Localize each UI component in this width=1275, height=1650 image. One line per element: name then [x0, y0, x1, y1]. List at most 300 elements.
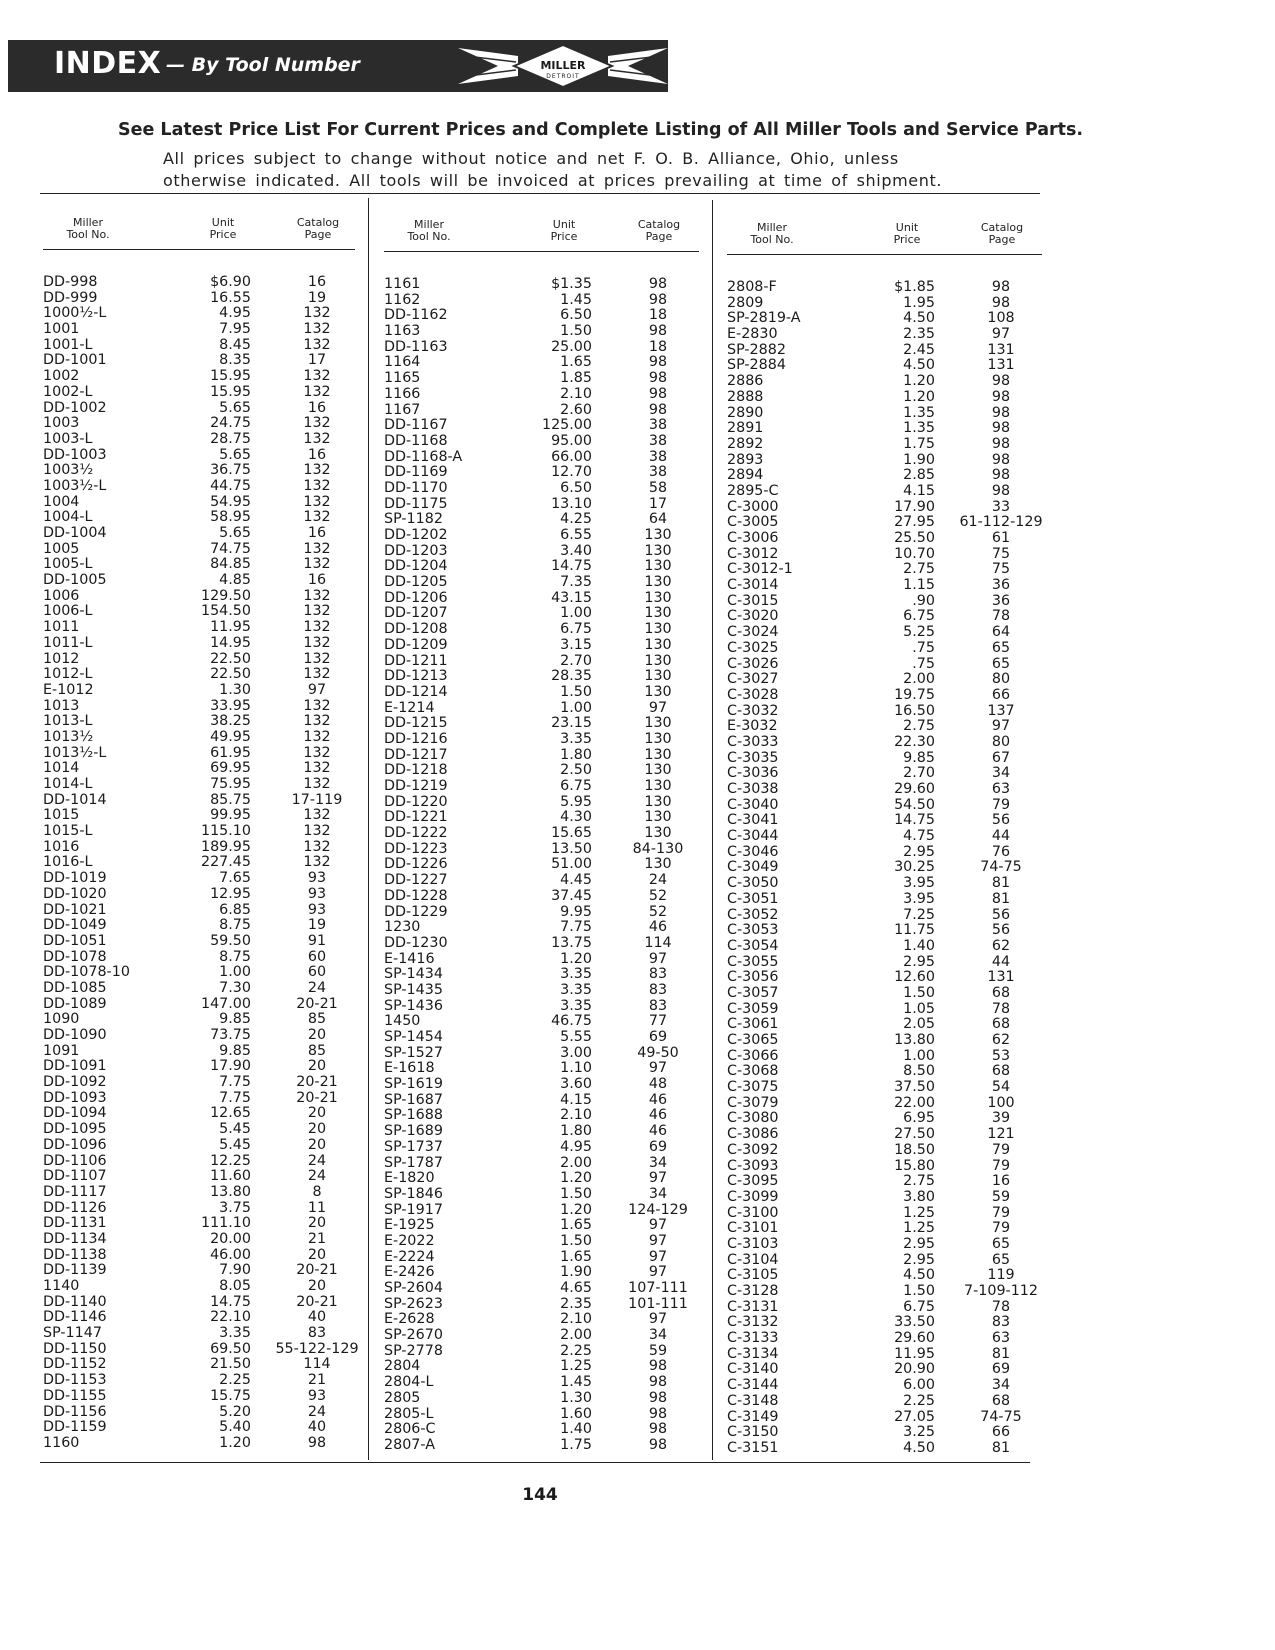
catalog-page: 121 — [987, 1126, 1015, 1143]
tool-number: DD-1106 — [43, 1152, 107, 1169]
catalog-page: 130 — [644, 605, 672, 622]
table-row — [384, 1344, 714, 1360]
table-row — [727, 1111, 1057, 1127]
table-row — [727, 1221, 1057, 1237]
table-row — [384, 763, 714, 779]
unit-price: 2.75 — [903, 561, 935, 578]
tool-number: C-3105 — [727, 1267, 779, 1284]
unit-price: 14.75 — [894, 812, 935, 829]
tool-number: DD-1139 — [43, 1262, 107, 1279]
catalog-page: 101-111 — [628, 1295, 688, 1312]
table-row — [384, 497, 714, 513]
tool-number: DD-1003 — [43, 446, 107, 463]
table-row — [727, 531, 1057, 547]
tool-number: C-3049 — [727, 859, 779, 876]
tool-number: DD-1019 — [43, 870, 107, 887]
catalog-page: 85 — [307, 1011, 327, 1028]
catalog-page: 130 — [644, 683, 672, 700]
table-row — [384, 1250, 714, 1266]
unit-price: 1.25 — [903, 1220, 935, 1237]
unit-price: 9.85 — [219, 1011, 251, 1028]
catalog-page: 53 — [991, 1047, 1011, 1064]
unit-price: 6.75 — [560, 621, 592, 638]
tool-number: 1001 — [43, 321, 80, 338]
tool-number: 2806-C — [384, 1421, 436, 1438]
tool-number: 2892 — [727, 435, 764, 452]
catalog-page: 98 — [991, 435, 1011, 452]
header-tool-no-line1: Miller — [757, 221, 787, 234]
table-row — [727, 1033, 1057, 1049]
unit-price: 4.15 — [560, 1091, 592, 1108]
tool-number: 1014 — [43, 760, 80, 777]
unit-price: 1.85 — [560, 370, 592, 387]
table-row — [727, 296, 1057, 312]
catalog-page: 52 — [648, 903, 668, 920]
tool-number: C-3027 — [727, 671, 779, 688]
catalog-page: 132 — [303, 493, 331, 510]
tool-number: C-3051 — [727, 890, 779, 907]
tool-number: DD-1078-10 — [43, 964, 130, 981]
catalog-page: 98 — [991, 279, 1011, 295]
table-row — [43, 416, 373, 432]
unit-price: 25.00 — [551, 338, 592, 355]
page-number: 144 — [522, 1485, 558, 1505]
header-price-line1: Unit — [895, 221, 919, 234]
unit-price: 43.15 — [551, 589, 592, 606]
unit-price: 14.75 — [551, 558, 592, 575]
unit-price: 13.75 — [551, 934, 592, 951]
unit-price: 1.65 — [560, 354, 592, 371]
unit-price: 6.95 — [903, 1110, 935, 1127]
table-row — [727, 1347, 1057, 1363]
unit-price: 7.75 — [560, 919, 592, 936]
unit-price: 1.45 — [560, 291, 592, 308]
unit-price: 7.90 — [219, 1262, 251, 1279]
catalog-page: 97 — [991, 326, 1011, 343]
catalog-page: 61 — [991, 530, 1011, 546]
tool-number: DD-1218 — [384, 762, 448, 779]
unit-price: 14.95 — [210, 634, 251, 651]
tool-number: C-3079 — [727, 1094, 779, 1111]
top-rule — [40, 193, 1040, 194]
unit-price: 3.35 — [560, 730, 592, 747]
tool-number: SP-1787 — [384, 1154, 443, 1171]
header-catalog-page — [967, 222, 1037, 246]
tool-number: C-3006 — [727, 530, 779, 546]
tool-number: 2807-A — [384, 1436, 436, 1453]
tool-number: C-3061 — [727, 1016, 779, 1033]
table-row — [727, 1159, 1057, 1175]
catalog-page: 16 — [307, 399, 327, 416]
unit-price: 1.20 — [903, 388, 935, 405]
catalog-page: 98 — [648, 291, 668, 308]
tool-number: E-2830 — [727, 326, 778, 343]
unit-price: 22.50 — [210, 666, 251, 683]
unit-price: 2.10 — [560, 1107, 592, 1124]
unit-price: 3.00 — [560, 1044, 592, 1061]
catalog-page: 93 — [307, 885, 327, 902]
tool-number: DD-1138 — [43, 1246, 107, 1263]
tool-number: 1016-L — [43, 854, 93, 871]
catalog-page: 131 — [987, 969, 1015, 986]
tool-number: E-1618 — [384, 1060, 435, 1077]
unit-price: 1.05 — [903, 1000, 935, 1017]
unit-price: 5.25 — [903, 624, 935, 641]
catalog-page: 132 — [303, 603, 331, 620]
catalog-page: 60 — [307, 948, 327, 965]
tool-number: C-3104 — [727, 1251, 779, 1268]
table-row — [727, 970, 1057, 986]
tool-number: E-1925 — [384, 1217, 435, 1234]
tool-number: 1015-L — [43, 823, 93, 840]
tool-number: DD-1146 — [43, 1309, 107, 1326]
tool-number: C-3099 — [727, 1188, 779, 1205]
tool-number: DD-1089 — [43, 995, 107, 1012]
unit-price: 37.45 — [551, 887, 592, 904]
tool-number: C-3025 — [727, 639, 779, 656]
catalog-page: 68 — [991, 984, 1011, 1001]
tool-number: C-3012 — [727, 545, 779, 562]
table-row — [43, 589, 373, 605]
tool-number: 2804 — [384, 1358, 421, 1375]
table-row — [384, 826, 714, 842]
table-row — [43, 322, 373, 338]
tool-number: C-3054 — [727, 937, 779, 954]
unit-price: 33.95 — [210, 697, 251, 714]
table-row — [727, 468, 1057, 484]
tool-number: SP-1454 — [384, 1029, 443, 1045]
table-row — [727, 1441, 1057, 1457]
unit-price: 4.25 — [560, 511, 592, 528]
table-row — [727, 1268, 1057, 1284]
notice-sub — [163, 148, 993, 192]
header-page-line1: Catalog — [637, 218, 681, 231]
table-row — [384, 701, 714, 717]
tool-number: C-3092 — [727, 1141, 779, 1158]
unit-price: 1.00 — [219, 964, 251, 981]
catalog-page: 93 — [307, 870, 327, 887]
table-row — [43, 824, 373, 840]
banner-title: INDEX — [54, 46, 162, 81]
catalog-page: 98 — [648, 401, 668, 418]
catalog-page: 17-119 — [291, 791, 343, 808]
table-row — [384, 559, 714, 575]
table-row — [384, 1046, 714, 1062]
catalog-page: 59 — [648, 1342, 668, 1359]
unit-price: 154.50 — [200, 603, 251, 620]
catalog-page: 66 — [991, 1424, 1011, 1441]
table-row — [43, 1044, 373, 1060]
unit-price: 1.75 — [903, 435, 935, 452]
catalog-page: 21 — [307, 1372, 327, 1389]
tool-number: DD-1168-A — [384, 448, 463, 465]
table-row — [727, 1300, 1057, 1316]
tool-number: 2893 — [727, 451, 764, 468]
catalog-page: 98 — [648, 323, 668, 340]
header-price-line2: Price — [893, 233, 921, 246]
catalog-page: 98 — [648, 1436, 668, 1453]
tool-number: 1167 — [384, 401, 421, 418]
catalog-page: 85 — [307, 1042, 327, 1059]
tool-number: 2888 — [727, 388, 764, 405]
table-row — [727, 390, 1057, 406]
catalog-page: 80 — [991, 733, 1011, 750]
tool-number: C-3066 — [727, 1047, 779, 1064]
catalog-page: 98 — [991, 404, 1011, 421]
table-row — [43, 479, 373, 495]
table-row — [727, 735, 1057, 751]
catalog-page: 62 — [991, 937, 1011, 954]
catalog-page: 44 — [991, 828, 1011, 845]
unit-price: 11.95 — [894, 1345, 935, 1362]
catalog-page: 61-112-129 — [959, 514, 1043, 531]
unit-price: 7.75 — [219, 1089, 251, 1106]
tool-number: 1003½ — [43, 462, 94, 479]
unit-price: 1.25 — [903, 1204, 935, 1221]
table-row — [43, 1232, 373, 1248]
unit-price: 6.50 — [560, 307, 592, 324]
catalog-page: 65 — [991, 1235, 1011, 1252]
catalog-page: 97 — [648, 1060, 668, 1077]
catalog-page: 40 — [307, 1419, 327, 1436]
catalog-page: 98 — [648, 276, 668, 292]
table-row — [384, 308, 714, 324]
tool-number: 1160 — [43, 1434, 80, 1451]
tool-number: DD-1150 — [43, 1340, 107, 1357]
catalog-page: 55-122-129 — [275, 1340, 359, 1357]
tool-number: DD-1170 — [384, 479, 448, 496]
catalog-page: 80 — [991, 671, 1011, 688]
table-row — [384, 1156, 714, 1172]
unit-price: 2.95 — [903, 843, 935, 860]
unit-price: 13.50 — [551, 840, 592, 857]
tool-number: DD-1004 — [43, 525, 107, 541]
table-row — [384, 999, 714, 1015]
tool-number: DD-1005 — [43, 572, 107, 589]
catalog-page: 93 — [307, 901, 327, 918]
catalog-page: 20 — [307, 1027, 327, 1043]
tool-number: DD-1215 — [384, 715, 448, 732]
catalog-page: 59 — [991, 1188, 1011, 1205]
catalog-page: 132 — [303, 713, 331, 730]
table-row — [384, 324, 714, 340]
tool-number: C-3044 — [727, 828, 779, 845]
table-row — [727, 1253, 1057, 1269]
tool-number: 1013-L — [43, 713, 93, 730]
tool-number: C-3032 — [727, 702, 779, 719]
miller-logo — [458, 42, 668, 90]
banner-subtitle: — By Tool Number — [166, 54, 360, 76]
index-column-1 — [43, 215, 373, 1451]
table-row — [43, 950, 373, 966]
unit-price: 1.40 — [903, 937, 935, 954]
unit-price: 7.35 — [560, 574, 592, 591]
tool-number: E-2022 — [384, 1232, 435, 1249]
catalog-page: 17 — [307, 352, 327, 369]
table-row — [727, 343, 1057, 359]
unit-price: 1.50 — [903, 1283, 935, 1299]
catalog-page: 17 — [648, 495, 668, 512]
catalog-page: 130 — [644, 542, 672, 559]
header-page-line1: Catalog — [980, 221, 1024, 234]
catalog-page: 34 — [648, 1154, 668, 1171]
table-row — [727, 609, 1057, 625]
unit-price: 23.15 — [551, 715, 592, 732]
tool-number: SP-2623 — [384, 1295, 443, 1312]
tool-number: DD-1014 — [43, 791, 107, 808]
table-row — [43, 620, 373, 636]
table-row — [43, 1185, 373, 1201]
tool-number: C-3134 — [727, 1345, 779, 1362]
tool-number: 1005 — [43, 540, 80, 557]
catalog-page: 132 — [303, 509, 331, 526]
table-row — [43, 981, 373, 997]
unit-price: 3.15 — [560, 636, 592, 653]
unit-price: 8.75 — [219, 948, 251, 965]
unit-price: 5.65 — [219, 525, 251, 541]
catalog-page: 100 — [987, 1094, 1015, 1111]
catalog-page: 83 — [648, 997, 668, 1014]
catalog-page: 68 — [991, 1392, 1011, 1409]
catalog-page: 46 — [648, 1123, 668, 1140]
tool-number: SP-2670 — [384, 1327, 443, 1344]
catalog-page: 131 — [987, 341, 1015, 358]
table-row — [727, 1096, 1057, 1112]
tool-number: C-3068 — [727, 1063, 779, 1080]
table-row — [43, 746, 373, 762]
tool-number: SP-2604 — [384, 1280, 443, 1296]
table-row — [43, 1326, 373, 1342]
tool-number: SP-1434 — [384, 966, 443, 983]
table-row — [384, 512, 714, 528]
unit-price: 3.95 — [903, 890, 935, 907]
unit-price: .75 — [912, 655, 935, 672]
tool-number: 2804-L — [384, 1374, 434, 1391]
bottom-rule — [40, 1462, 1030, 1463]
table-row — [384, 857, 714, 873]
tool-number: SP-1435 — [384, 981, 443, 998]
tool-number: DD-1213 — [384, 668, 448, 685]
table-row — [43, 918, 373, 934]
table-row — [727, 986, 1057, 1002]
unit-price: 3.35 — [219, 1325, 251, 1342]
table-row — [43, 1295, 373, 1311]
unit-price: 85.75 — [210, 791, 251, 808]
table-row — [43, 1310, 373, 1326]
unit-price: 10.70 — [894, 545, 935, 562]
catalog-page: 130 — [644, 668, 672, 685]
unit-price: 9.95 — [560, 903, 592, 920]
table-row — [727, 1127, 1057, 1143]
catalog-page: 98 — [991, 482, 1011, 499]
unit-price: 46.75 — [551, 1013, 592, 1030]
table-row — [43, 1436, 373, 1452]
table-row — [384, 1171, 714, 1187]
unit-price: 8.35 — [219, 352, 251, 369]
table-row — [43, 1059, 373, 1075]
tool-number: DD-1091 — [43, 1058, 107, 1075]
unit-price: 1.45 — [560, 1374, 592, 1391]
catalog-page: 132 — [303, 823, 331, 840]
unit-price: 5.45 — [219, 1121, 251, 1138]
catalog-page: 130 — [644, 652, 672, 669]
unit-price: 1.20 — [219, 1434, 251, 1451]
table-row — [727, 1362, 1057, 1378]
catalog-page: 20-21 — [296, 1293, 338, 1310]
table-row — [727, 594, 1057, 610]
table-row — [727, 845, 1057, 861]
catalog-page: 36 — [991, 577, 1011, 594]
tool-number: DD-1216 — [384, 730, 448, 747]
table-row — [43, 306, 373, 322]
tool-number: SP-1737 — [384, 1138, 443, 1155]
logo-text: MILLER — [540, 59, 586, 72]
table-row — [384, 936, 714, 952]
table-row — [727, 1064, 1057, 1080]
table-row — [43, 1373, 373, 1389]
table-row — [384, 1014, 714, 1030]
table-row — [384, 1061, 714, 1077]
notice-line-1: All prices subject to change without notice and net F. O. B. Alliance, Ohio, unless — [163, 149, 899, 168]
table-row — [384, 434, 714, 450]
tool-number: DD-1202 — [384, 527, 448, 543]
unit-price: 49.95 — [210, 728, 251, 745]
tool-number: C-3144 — [727, 1377, 779, 1394]
unit-price: 84.85 — [210, 556, 251, 573]
tool-number: DD-1049 — [43, 917, 107, 934]
catalog-page: 18 — [648, 307, 668, 324]
table-row — [384, 1312, 714, 1328]
table-row — [384, 450, 714, 466]
catalog-page: 98 — [307, 1434, 327, 1451]
table-row — [384, 528, 714, 544]
table-row — [727, 406, 1057, 422]
table-row — [384, 1281, 714, 1297]
unit-price: 3.35 — [560, 966, 592, 983]
header-unit-price — [877, 222, 937, 246]
unit-price: 3.60 — [560, 1076, 592, 1093]
table-row — [384, 622, 714, 638]
catalog-page: 18 — [648, 338, 668, 355]
catalog-page: 79 — [991, 1204, 1011, 1221]
table-row — [384, 920, 714, 936]
catalog-page: 83 — [991, 1314, 1011, 1331]
catalog-page: 131 — [987, 357, 1015, 374]
table-row — [727, 829, 1057, 845]
catalog-page: 132 — [303, 728, 331, 745]
unit-price: 4.50 — [903, 1439, 935, 1456]
tool-number: 1015 — [43, 807, 80, 824]
catalog-page: 24 — [307, 1152, 327, 1169]
unit-price: 1.75 — [560, 1436, 592, 1453]
catalog-page: 66 — [991, 686, 1011, 703]
tool-number: DD-1167 — [384, 417, 448, 434]
unit-price: 2.70 — [903, 765, 935, 782]
index-banner — [8, 40, 668, 92]
catalog-page: 24 — [648, 872, 668, 889]
table-row — [43, 683, 373, 699]
table-row — [43, 495, 373, 511]
tool-number: DD-1207 — [384, 605, 448, 622]
unit-price: 22.10 — [210, 1309, 251, 1326]
table-row — [727, 1237, 1057, 1253]
catalog-page: 98 — [648, 370, 668, 387]
unit-price: 54.95 — [210, 493, 251, 510]
header-page-line2: Page — [988, 233, 1016, 246]
table-row — [727, 782, 1057, 798]
tool-number: SP-2778 — [384, 1342, 443, 1359]
unit-price: 13.10 — [551, 495, 592, 512]
